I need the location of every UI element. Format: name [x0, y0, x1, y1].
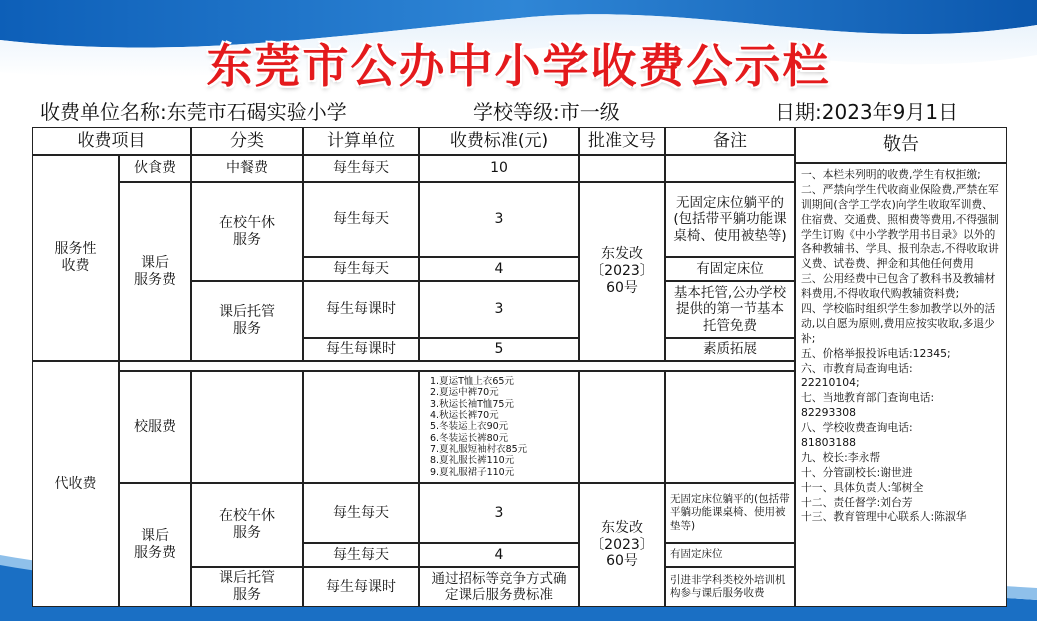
- remark-cell: 素质拓展: [665, 338, 795, 361]
- header-doc: 批准文号: [579, 127, 665, 155]
- afterschool-fee-label: 课后 服务费: [119, 182, 191, 361]
- table-cell: [665, 371, 795, 483]
- table-cell: [303, 371, 419, 483]
- table-cell: [191, 371, 303, 483]
- list-item: 4.秋运长裤70元: [430, 409, 499, 421]
- header-unit: 计算单位: [303, 127, 419, 155]
- notice-body: 一、本栏未列明的收费,学生有权拒缴; 二、严禁向学生代收商业保险费,严禁在军训期间(含学工学农)向学生收取军训费、住宿费、交通费、照相费等费用,不得强制学生订购《中小学教学用书目录》以外的各种教辅书、学具、报刊杂志,不得收取讲义费、试卷费、押金和其他任何费用 三、公用经费中已包含了教科书及教辅材料费用,不得收取代购教辅资料费; 四、学校临时组织学生参加教学以外的活动,以自愿为原则,费用应按实收取,多退少补; 五、价格举报投诉电话:12345; 六、市教育局查询电话: 22210104; 七、当地教育部门查询电话: 82293308 八、学校收费查询电话: 81803188 九、校长:李永帮 十、分管副校长:谢世进 十一、具体负责人:邹树全 十二、责任督学:刘台芳 十三、教育管理中心联系人:陈淑华: [795, 163, 1007, 607]
- list-item: 7.夏礼服短袖村衣85元: [430, 444, 528, 456]
- list-item: 8.夏礼服长裤110元: [430, 455, 515, 467]
- list-item: 5.冬装运上衣90元: [430, 421, 509, 433]
- fee-table: [32, 127, 1007, 607]
- list-item: 1.夏运T恤上衣65元: [430, 375, 514, 387]
- table-cell: 3: [419, 281, 579, 338]
- table-cell: [119, 361, 795, 371]
- table-cell: 通过招标等竞争方式确定课后服务费标准: [419, 567, 579, 607]
- nap-service: 在校午休 服务: [191, 483, 303, 567]
- table-cell: [665, 155, 795, 182]
- table-cell: 每生每天: [303, 155, 419, 182]
- table-cell: 每生每天: [303, 543, 419, 567]
- page-title: 东莞市公办中小学收费公示栏: [206, 39, 831, 93]
- lunch-fee: 中餐费: [191, 155, 303, 182]
- table-cell: 4: [419, 543, 579, 567]
- remark-cell: 基本托管,公办学校提供的第一节基本托管免费: [665, 281, 795, 338]
- header-item: 收费项目: [32, 127, 191, 155]
- list-item: 6.冬装运长裤80元: [430, 432, 509, 444]
- remark-cell: 引进非学科类校外培训机构参与课后服务收费: [665, 567, 795, 607]
- header-category: 分类: [191, 127, 303, 155]
- header-remark: 备注: [665, 127, 795, 155]
- service-fee-label: 服务性 收费: [32, 155, 119, 361]
- table-cell: 3: [419, 182, 579, 257]
- uniform-price-list: [419, 371, 579, 483]
- header-standard: 收费标准(元): [419, 127, 579, 155]
- table-cell: 每生每天: [303, 182, 419, 257]
- list-item: 3.秋运长袖T恤75元: [430, 398, 514, 410]
- uniform-fee-label: 校服费: [119, 371, 191, 483]
- school-level: 学校等级:市一级: [473, 100, 620, 124]
- table-cell: 5: [419, 338, 579, 361]
- table-cell: 10: [419, 155, 579, 182]
- approval-doc: 东发改 〔2023〕 60号: [579, 483, 665, 607]
- care-service: 课后托管 服务: [191, 567, 303, 607]
- meal-fee-label: 伙食费: [119, 155, 191, 182]
- care-service: 课后托管 服务: [191, 281, 303, 361]
- table-cell: 3: [419, 483, 579, 543]
- afterschool-fee-label: 课后 服务费: [119, 483, 191, 607]
- remark-cell: 有固定床位: [665, 543, 795, 567]
- nap-service: 在校午休 服务: [191, 182, 303, 281]
- table-cell: 每生每课时: [303, 338, 419, 361]
- unit-name: 收费单位名称:东莞市石碣实验小学: [40, 100, 347, 124]
- list-item: 2.夏运中裤70元: [430, 387, 499, 399]
- remark-cell: 无固定床位躺平的(包括带平躺功能课桌椅、使用被垫等): [665, 182, 795, 257]
- list-item: 9.夏礼服裙子110元: [430, 466, 515, 478]
- agency-fee-label: 代收费: [32, 361, 119, 607]
- table-cell: [579, 371, 665, 483]
- approval-doc: 东发改 〔2023〕 60号: [579, 182, 665, 361]
- table-cell: 每生每天: [303, 483, 419, 543]
- remark-cell: 无固定床位躺平的(包括带平躺功能课桌椅、使用被垫等): [665, 483, 795, 543]
- table-cell: 每生每课时: [303, 281, 419, 338]
- notice-title: 敬告: [795, 127, 1007, 163]
- table-cell: [579, 155, 665, 182]
- date: 日期:2023年9月1日: [775, 100, 959, 124]
- table-cell: 每生每天: [303, 257, 419, 281]
- table-cell: 每生每课时: [303, 567, 419, 607]
- table-cell: 4: [419, 257, 579, 281]
- remark-cell: 有固定床位: [665, 257, 795, 281]
